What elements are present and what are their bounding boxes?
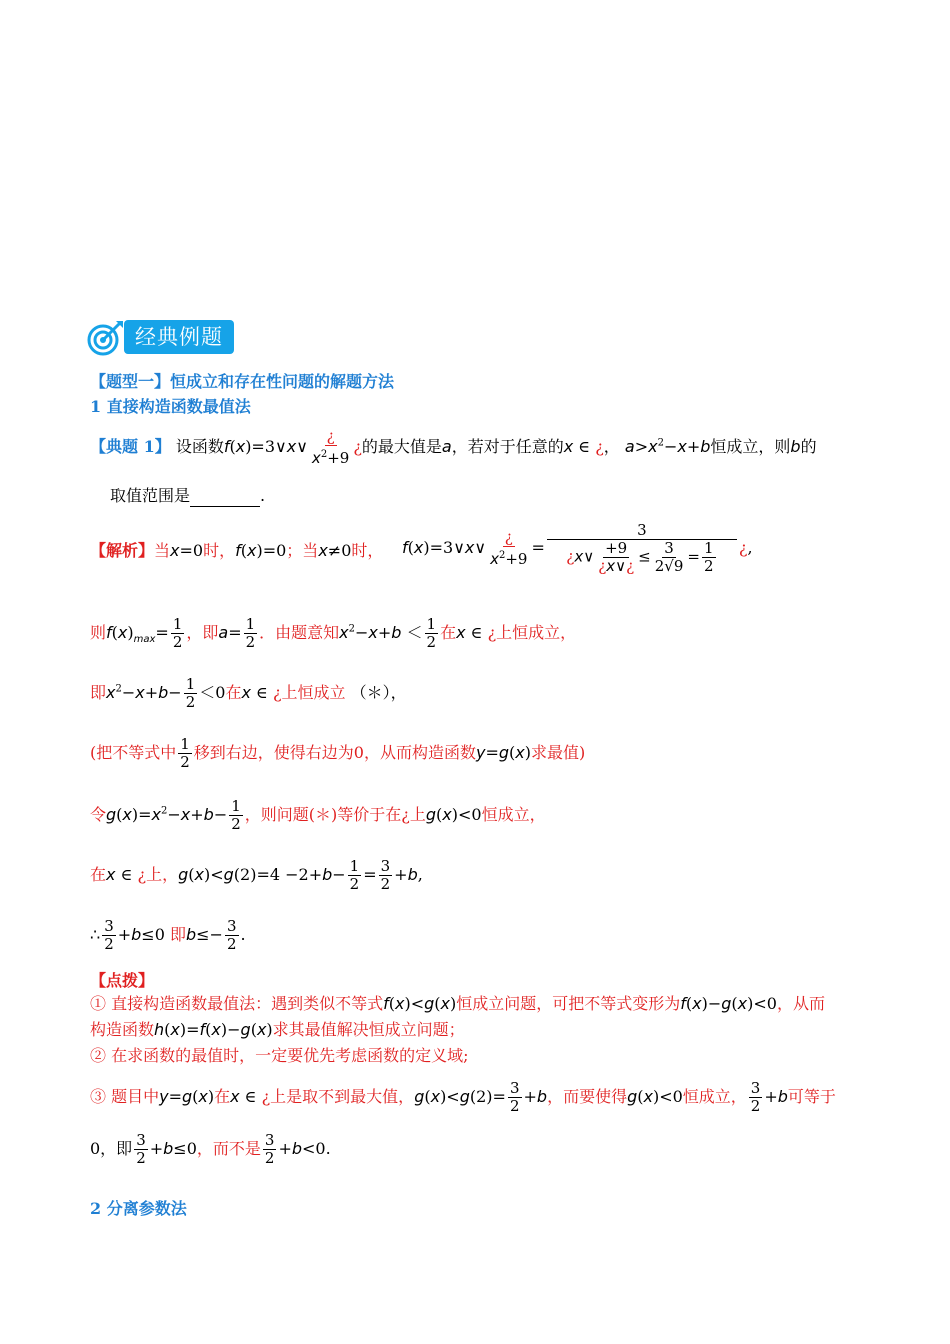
solution-text: 即 xyxy=(90,683,107,702)
solution-text: 恒成立， xyxy=(481,805,546,824)
problem-text: ，若对于任意的 xyxy=(451,437,564,456)
tip-text: 求其最值解决恒成立问题； xyxy=(272,1020,465,1039)
answer-blank xyxy=(190,490,260,507)
solution-tag: 【解析】 xyxy=(90,541,155,560)
tip-text: 可等于 xyxy=(787,1087,836,1106)
tip-text: ，从而 xyxy=(776,994,825,1013)
tip-text: 构造函数 xyxy=(90,1020,155,1039)
solution-formula-1: f(x)=3∨x∨ $\frac{¿}{x^2+9}$ = 3 ¿x∨ $\frac{+9}{¿x\vee¿}$ ≤ $\frac{3}{2√9}$ = $\frac{1}{2}$ ¿, xyxy=(402,521,753,575)
solution-text: 移到右边，使得右边为0，从而构造函数 xyxy=(193,743,476,762)
method-heading-2: 2 分离参数法 xyxy=(90,1199,187,1218)
solution-text: ，则问题(＊)等价于在¿上 xyxy=(244,805,426,824)
tip-text: . xyxy=(325,1139,331,1158)
problem-text: 设函数 xyxy=(175,437,224,456)
solution-line-2: 则$f(x)_{max}=$ $\frac{1}{2}$ ，即a= $\frac{1}{2}$ ．由题意知$x^2-x+b$ ＜ $\frac{1}{2}$ 在x ∈ ¿上恒成立， xyxy=(90,615,577,651)
tip-line-3: ② 在求函数的最值时，一定要优先考虑函数的定义域; xyxy=(90,1046,469,1065)
solution-line-7: ∴ $\frac{3}{2}$ +b≤0 即b≤− $\frac{3}{2}$ . xyxy=(90,917,246,953)
tip-text: ③ 题目中 xyxy=(90,1087,160,1106)
tip-text: 0，即 xyxy=(90,1139,133,1158)
problem-text: 的 xyxy=(800,437,817,456)
solution-text: 即 xyxy=(169,925,186,944)
tip-line-5: 0，即 $\frac{3}{2}$ +b≤0，而不是 $\frac{3}{2}$ +b<0. xyxy=(90,1131,331,1167)
method-heading-1: 1 直接构造函数最值法 xyxy=(90,397,251,416)
problem-text: 取值范围是 xyxy=(110,486,191,505)
solution-text: 在 xyxy=(90,865,107,884)
problem-line-1: 【典题 1】 设函数f(x)=3∨x∨ $\frac{¿}{x^2+9}$ ¿的最大值是a，若对于任意的x ∈ ¿， $a>x^2-x+b$恒成立，则b的 xyxy=(90,427,817,467)
solution-line-5: 令$g(x)=x^2-x+b-$ $\frac{1}{2}$ ，则问题(＊)等价于在¿上g(x)<0恒成立， xyxy=(90,797,546,833)
problem-tag: 【典题 1】 xyxy=(90,437,171,456)
tip-tag: 【点拨】 xyxy=(90,971,155,990)
solution-text: 上恒成立 xyxy=(281,683,346,702)
solution-line-1: 【解析】当x=0时，f(x)=0；当x≠0时， xyxy=(90,541,384,560)
solution-line-4: (把不等式中 $\frac{1}{2}$ 移到右边，使得右边为0，从而构造函数y=g(x)求最值) xyxy=(90,735,586,771)
problem-line-2: 取值范围是 . xyxy=(110,486,266,505)
solution-text: 上， xyxy=(146,865,179,884)
solution-text: ；当 xyxy=(286,541,319,560)
problem-text: 的最大值是 xyxy=(361,437,442,456)
tip-line-4: ③ 题目中y=g(x)在x ∈ ¿上是取不到最大值，g(x)<g(2)= $\frac{3}{2}$ +b，而要使得g(x)<0恒成立， $\frac{3}{2}$ +b可等于 xyxy=(90,1079,836,1115)
tip-text: ① 直接构造函数最值法：遇到类似不等式 xyxy=(90,994,384,1013)
solution-text: 求最值) xyxy=(530,743,586,762)
solution-text: （＊）， xyxy=(350,683,407,702)
solution-text: 时， xyxy=(351,541,384,560)
solution-text: 在 xyxy=(440,623,457,642)
solution-text: 则 xyxy=(90,623,107,642)
solution-line-3: 即$x^2-x+b-$ $\frac{1}{2}$ ＜0在x ∈ ¿上恒成立 （＊）， xyxy=(90,675,407,711)
solution-text: 时， xyxy=(203,541,236,560)
section-banner: 经典例题 xyxy=(124,320,234,354)
solution-text: 在 xyxy=(225,683,242,702)
solution-line-6: 在x ∈ ¿上，g(x)<g(2)=4 −2+b− $\frac{1}{2}$ = $\frac{3}{2}$ +b, xyxy=(90,857,423,893)
tip-line-1: ① 直接构造函数最值法：遇到类似不等式f(x)<g(x)恒成立问题，可把不等式变形为f(x)−g(x)<0，从而 xyxy=(90,994,825,1013)
problem-text: 恒成立，则 xyxy=(710,437,791,456)
tip-line-2: 构造函数h(x)=f(x)−g(x)求其最值解决恒成立问题； xyxy=(90,1020,465,1039)
solution-text: (把不等式中 xyxy=(90,743,177,762)
question-type-heading: 【题型一】恒成立和存在性问题的解题方法 xyxy=(90,372,395,391)
solution-text: ，即 xyxy=(186,623,219,642)
tip-text: ，而不是 xyxy=(196,1139,261,1158)
solution-text: 当 xyxy=(154,541,171,560)
tip-text: 恒成立， xyxy=(682,1087,747,1106)
solution-text: 上恒成立， xyxy=(496,623,577,642)
tip-text: 上是取不到最大值， xyxy=(270,1087,415,1106)
solution-text: 令 xyxy=(90,805,107,824)
solution-text: ∴ xyxy=(90,925,101,944)
target-icon xyxy=(86,318,126,358)
tip-text: 在 xyxy=(214,1087,231,1106)
tip-text: 恒成立问题，可把不等式变形为 xyxy=(456,994,681,1013)
solution-text: ．由题意知 xyxy=(259,623,340,642)
tip-text: ，而要使得 xyxy=(547,1087,628,1106)
